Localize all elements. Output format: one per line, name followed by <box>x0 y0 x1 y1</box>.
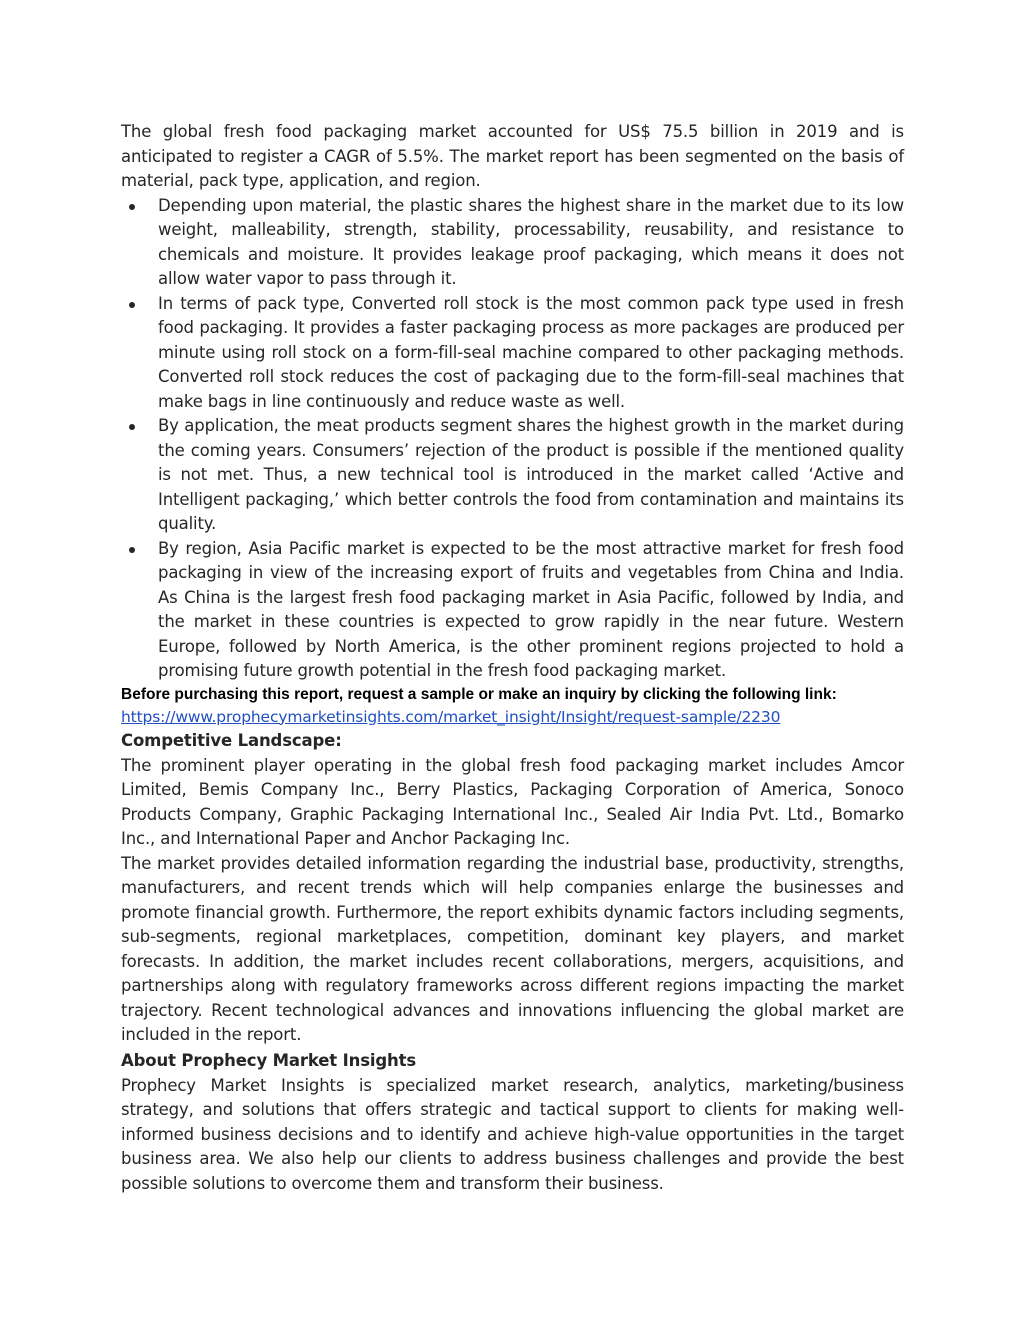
list-item-text: In terms of pack type, Converted roll stock is the most common pack type used in fresh food packaging. It provides a faster packaging process as more packages are produced per minute using roll stock on a form-fill-seal machine compared to other packaging methods. Converted roll stock reduces the cost of packaging due to the form-fill-seal machines that make bags in line continuously and reduce waste as well. <box>158 293 904 411</box>
list-item-text: By region, Asia Pacific market is expected to be the most attractive market for fresh food packaging in view of the increasing export of fruits and vegetables from China and India. As China is the largest fresh food packaging market in Asia Pacific, followed by India, and the market in these countries is expected to grow rapidly in the near future. Western Europe, followed by North America, is the other prominent regions projected to hold a promising future growth potential in the fresh food packaging market. <box>158 538 904 680</box>
request-sample-link[interactable]: https://www.prophecymarketinsights.com/market_insight/Insight/request-sample/2230 <box>121 707 781 726</box>
list-item-text: By application, the meat products segment shares the highest growth in the market during the coming years. Consumers’ rejection of the product is possible if the mentioned quality is not met. Thus, a new technical tool is introduced in the market called ‘Active and Intelligent packaging,’ which better controls the food from contamination and maintains its quality. <box>158 416 904 533</box>
bullet-icon <box>129 302 135 308</box>
intro-paragraph: The global fresh food packaging market accounted for US$ 75.5 billion in 2019 and is anticipated to register a CAGR of 5.5%. The market report has been segmented on the basis of material, pack type, application, and region. <box>121 122 904 190</box>
sample-request-cta: Before purchasing this report, request a sample or make an inquiry by clicking the following link: <box>121 685 837 703</box>
about-heading: About Prophecy Market Insights <box>121 1050 417 1070</box>
list-item <box>121 537 904 684</box>
competitive-landscape-heading: Competitive Landscape: <box>121 730 342 750</box>
about-paragraph: Prophecy Market Insights is specialized market research, analytics, marketing/business strategy, and solutions that offers strategic and tactical support to clients for making well-informed business decisions and to identify and achieve high-value opportunities in the target business area. We also help our clients to address business challenges and provide the best possible solutions to overcome them and transform their business. <box>121 1075 904 1193</box>
list-item <box>121 194 904 292</box>
list-item-text: Depending upon material, the plastic shares the highest share in the market due to its low weight, malleability, strength, stability, processability, reusability, and resistance to chemicals and moisture. It provides leakage proof packaging, which means it does not allow water vapor to pass through it. <box>158 195 904 288</box>
bullet-icon <box>129 547 135 553</box>
bullet-icon <box>129 204 135 210</box>
list-item <box>121 414 904 537</box>
list-item <box>121 292 904 415</box>
bullet-icon <box>129 424 135 430</box>
market-details-paragraph: The market provides detailed information regarding the industrial base, productivity, strengths, manufacturers, and recent trends which will help companies enlarge the businesses and promote financial growth. Furthermore, the report exhibits dynamic factors including segments, sub-segments, regional marketplaces, competition, dominant key players, and market forecasts. In addition, the market includes recent collaborations, mergers, acquisitions, and partnerships along with regulatory frameworks across different regions impacting the market trajectory. Recent technological advances and innovations influencing the global market are included in the report. <box>121 853 904 1044</box>
key-findings-list <box>121 194 904 684</box>
document-page <box>121 120 904 1196</box>
competitive-landscape-paragraph: The prominent player operating in the global fresh food packaging market includes Amcor Limited, Bemis Company Inc., Berry Plastics, Packaging Corporation of America, Sonoco Products Company, Graphic Packaging International Inc., Sealed Air India Pvt. Ltd., Bomarko Inc., and International Paper and Anchor Packaging Inc. <box>121 755 904 848</box>
